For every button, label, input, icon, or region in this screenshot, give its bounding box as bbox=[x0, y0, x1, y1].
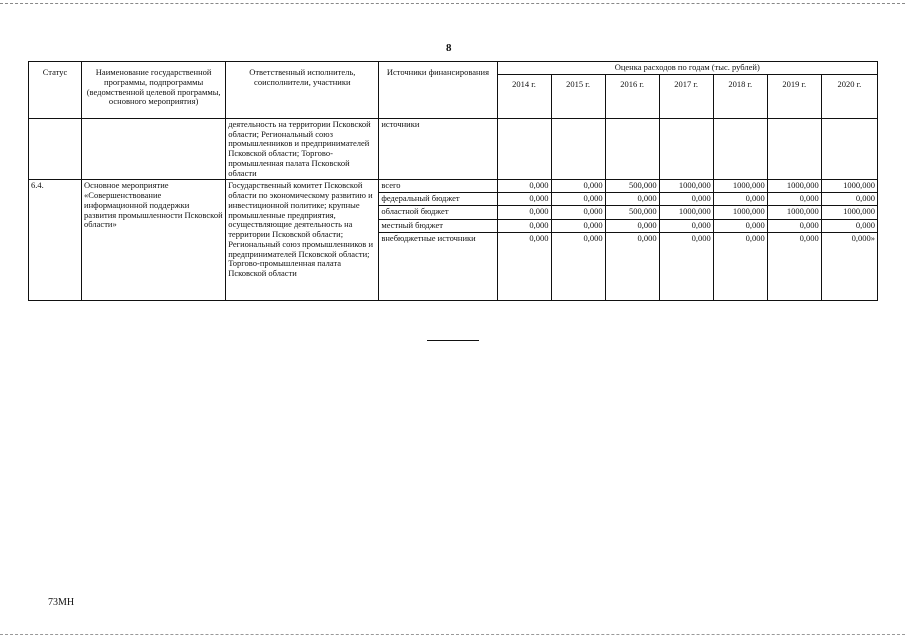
budget-table bbox=[28, 61, 878, 301]
value-cell: 1000,000 bbox=[713, 206, 767, 220]
executor-cell: деятельность на территории Псковской области; Региональный союз промышленников и предпринимателей Псковской области; Торгово-промышленная палата Псковской области bbox=[226, 118, 379, 180]
table-row bbox=[29, 180, 878, 193]
header-year: 2020 г. bbox=[821, 74, 877, 118]
value-cell: 0,000 bbox=[551, 233, 605, 301]
value-cell: 0,000» bbox=[821, 233, 877, 301]
value-cell bbox=[821, 118, 877, 180]
scan-edge-bottom bbox=[0, 634, 905, 635]
header-name: Наименование государственной программы, подпрограммы (ведомственной целевой программы, основного мероприятия) bbox=[82, 62, 226, 119]
value-cell: 0,000 bbox=[659, 193, 713, 206]
header-year: 2019 г. bbox=[767, 74, 821, 118]
header-executor: Ответственный исполнитель, соисполнители, участники bbox=[226, 62, 379, 119]
value-cell: 1000,000 bbox=[713, 180, 767, 193]
value-cell: 1000,000 bbox=[767, 206, 821, 220]
item-status: 6.4. bbox=[29, 180, 82, 301]
scan-edge-top bbox=[0, 3, 905, 4]
header-row bbox=[29, 62, 878, 75]
value-cell: 0,000 bbox=[767, 233, 821, 301]
value-cell: 0,000 bbox=[713, 233, 767, 301]
value-cell: 0,000 bbox=[497, 206, 551, 220]
name-cell bbox=[82, 118, 226, 180]
value-cell: 0,000 bbox=[551, 206, 605, 220]
value-cell: 0,000 bbox=[767, 220, 821, 233]
source-cell: источники bbox=[379, 118, 497, 180]
header-year: 2017 г. bbox=[659, 74, 713, 118]
source-cell: федеральный бюджет bbox=[379, 193, 497, 206]
header-sources: Источники финансирования bbox=[379, 62, 497, 119]
value-cell bbox=[551, 118, 605, 180]
source-cell: местный бюджет bbox=[379, 220, 497, 233]
value-cell: 0,000 bbox=[713, 193, 767, 206]
source-cell: областной бюджет bbox=[379, 206, 497, 220]
source-cell: всего bbox=[379, 180, 497, 193]
value-cell: 0,000 bbox=[821, 193, 877, 206]
value-cell: 500,000 bbox=[605, 206, 659, 220]
value-cell bbox=[605, 118, 659, 180]
value-cell: 0,000 bbox=[551, 180, 605, 193]
value-cell: 1000,000 bbox=[821, 206, 877, 220]
page-number: 8 bbox=[446, 42, 452, 54]
value-cell bbox=[659, 118, 713, 180]
value-cell: 0,000 bbox=[497, 233, 551, 301]
value-cell: 1000,000 bbox=[659, 180, 713, 193]
value-cell bbox=[767, 118, 821, 180]
value-cell: 0,000 bbox=[605, 233, 659, 301]
header-status: Статус bbox=[29, 62, 82, 119]
table-row bbox=[29, 118, 878, 180]
source-cell: внебюджетные источники bbox=[379, 233, 497, 301]
value-cell: 0,000 bbox=[497, 220, 551, 233]
item-name: Основное мероприятие «Совершенствование информационной поддержки развития промышленности Псковской области» bbox=[82, 180, 226, 301]
value-cell bbox=[713, 118, 767, 180]
value-cell: 0,000 bbox=[497, 193, 551, 206]
value-cell: 0,000 bbox=[713, 220, 767, 233]
status-cell bbox=[29, 118, 82, 180]
header-year: 2016 г. bbox=[605, 74, 659, 118]
header-estimate: Оценка расходов по годам (тыс. рублей) bbox=[497, 62, 878, 75]
value-cell: 0,000 bbox=[821, 220, 877, 233]
value-cell: 500,000 bbox=[605, 180, 659, 193]
value-cell: 1000,000 bbox=[821, 180, 877, 193]
value-cell bbox=[497, 118, 551, 180]
value-cell: 0,000 bbox=[551, 220, 605, 233]
value-cell: 0,000 bbox=[605, 193, 659, 206]
value-cell: 1000,000 bbox=[659, 206, 713, 220]
value-cell: 0,000 bbox=[605, 220, 659, 233]
header-year: 2014 г. bbox=[497, 74, 551, 118]
value-cell: 0,000 bbox=[497, 180, 551, 193]
value-cell: 0,000 bbox=[767, 193, 821, 206]
value-cell: 1000,000 bbox=[767, 180, 821, 193]
header-year: 2018 г. bbox=[713, 74, 767, 118]
item-executor: Государственный комитет Псковской области по экономическому развитию и инвестиционной политике; крупные промышленные предприятия, осуществляющие деятельность на территории Псковской области; Региональный союз промышленников и предпринимателей Псковской области; Торгово-промышленная палата Псковской области bbox=[226, 180, 379, 301]
separator-line bbox=[427, 340, 479, 341]
value-cell: 0,000 bbox=[659, 233, 713, 301]
value-cell: 0,000 bbox=[659, 220, 713, 233]
value-cell: 0,000 bbox=[551, 193, 605, 206]
document-code: 73МН bbox=[48, 597, 75, 608]
header-year: 2015 г. bbox=[551, 74, 605, 118]
